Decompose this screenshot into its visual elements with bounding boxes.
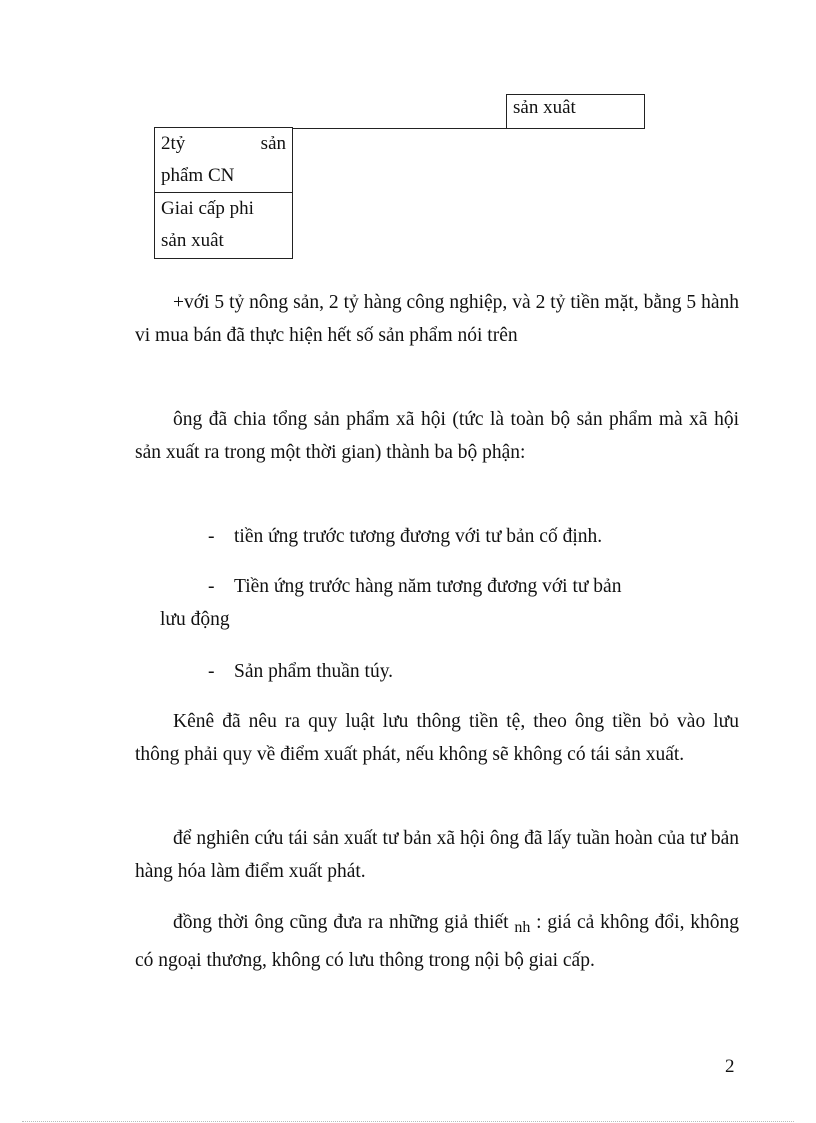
bullet-marker: - — [208, 576, 215, 597]
bullet-item — [208, 655, 393, 688]
diagram-box-san-pham-cn — [154, 127, 293, 193]
diagram-box-giai-cap-phi-san-xuat — [154, 192, 293, 259]
bullet-text: tiền ứng trước tương đương với tư bản cố định. — [234, 526, 603, 547]
page-number: 2 — [725, 1056, 735, 1077]
diagram-box-san-xuat — [506, 94, 645, 129]
paragraph-assumptions — [135, 906, 739, 977]
bullet-marker: - — [208, 526, 215, 547]
bullet-item — [208, 520, 602, 553]
diagram-connector-line — [292, 128, 506, 129]
diagram-box-label: 2tỷ — [161, 133, 186, 154]
bullet-text: Tiền ứng trước hàng năm tương đương với tư bản — [234, 576, 622, 597]
diagram-box-label: sản — [260, 133, 286, 154]
paragraph-money-circulation: Kênê đã nêu ra quy luật lưu thông tiền tệ, theo ông tiền bỏ vào lưu thông phải quy về điểm xuất phát, nếu không sẽ không có tái sản xuất. — [135, 711, 739, 765]
paragraph-three-parts: ông đã chia tổng sản phẩm xã hội (tức là toàn bộ sản phẩm mà xã hội sản xuất ra trong một thời gian) thành ba bộ phận: — [135, 409, 739, 463]
paragraph-reproduction-study: để nghiên cứu tái sản xuất tư bản xã hội ông đã lấy tuần hoàn của tư bản hàng hóa làm điểm xuất phát. — [135, 828, 739, 882]
paragraph-text: : giá cả không đổi, không có ngoại thương, không có lưu thông trong nội bộ giai cấp. — [135, 912, 740, 971]
diagram-box-label: sản xuât — [513, 97, 576, 118]
subscript-text: nh — [514, 919, 531, 936]
diagram-box-label: phẩm CN — [161, 165, 235, 186]
bullet-item — [208, 570, 621, 603]
bullet-continuation: lưu động — [160, 609, 230, 630]
page-bottom-divider — [22, 1121, 794, 1122]
bullet-text: Sản phẩm thuần túy. — [234, 661, 394, 682]
paragraph-five-acts: +với 5 tỷ nông sản, 2 tỷ hàng công nghiệp, và 2 tỷ tiền mặt, bằng 5 hành vi mua bán đã thực hiện hết số sản phẩm nói trên — [135, 292, 739, 346]
paragraph-text: đồng thời ông cũng đưa ra những giả thiết — [173, 912, 515, 933]
bullet-marker: - — [208, 661, 215, 682]
diagram-box-label: sản xuât — [161, 230, 224, 251]
diagram-box-label: Giai cấp phi — [161, 198, 254, 219]
diagram-box-line — [161, 128, 286, 160]
